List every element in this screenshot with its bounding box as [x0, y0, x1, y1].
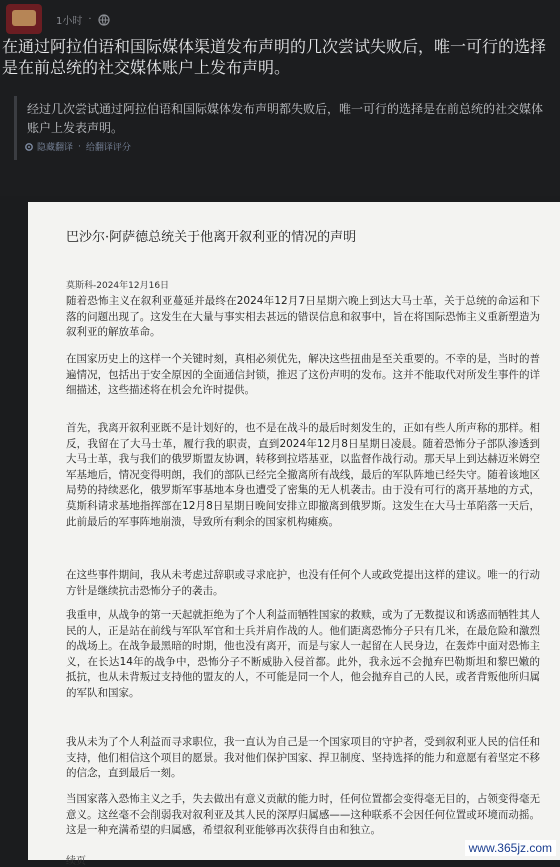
post-meta: [56, 12, 110, 27]
meta-separator: ·: [88, 14, 92, 25]
statement-image: [28, 202, 560, 867]
rate-translation-link[interactable]: 给翻译评分: [85, 143, 131, 153]
post-header: [0, 0, 560, 196]
post-time: 1小时: [56, 16, 83, 27]
hide-translation-link[interactable]: 隐藏翻译: [37, 143, 74, 153]
site-watermark: www.365jz.com: [465, 840, 556, 856]
action-separator: ·: [78, 141, 81, 152]
document-title: 巴沙尔·阿萨德总统关于他离开叙利亚的情况的声明: [66, 230, 357, 245]
settings-icon: [24, 142, 34, 152]
document-paragraph: 当国家落入恐怖主义之手，失去做出有意义贡献的能力时，任何位置都会变得毫无目的，占领变得毫无意义。这丝毫不会削弱我对叙利亚及其人民的深厚归属感——这种联系不会因任何位置或环境而动摇。这是一种充满希望的归属感，希望叙利亚能够再次获得自由和独立。: [66, 793, 540, 837]
document-paragraph: 在这些事件期间，我从未考虑过辞职或寻求庇护，也没有任何个人或政党提出这样的建议。唯一的行动方针是继续抗击恐怖分子的袭击。: [66, 569, 540, 597]
document-paragraph: 我重申，从战争的第一天起就拒绝为了个人利益而牺牲国家的救赎，或为了无数提议和诱惑而牺牲其人民的人，正是站在前线与军队军官和士兵并肩作战的人。他们距离恐怖分子只有几米，在最危险和激烈的战场上。在战争最黑暗的时期，他也没有离开，而是与家人一起留在人民身边，在轰炸中面对恐怖主义，在长达14年的战争中，恐怖分子不断威胁入侵首都。此外，我永远不会抛弃巴勒斯坦和黎巴嫩的抵抗，也从未背叛过支持他的盟友的人，不可能是同一个人，他会抛弃自己的人民，或者背叛他所归属的军队和国家。: [66, 609, 540, 699]
document-paragraph: 首先，我离开叙利亚既不是计划好的，也不是在战斗的最后时刻发生的，正如有些人所声称的那样。相反，我留在了大马士革，履行我的职责，直到2024年12月8日星期日凌晨。随着恐怖分子部队渗透到大马士革，我与我们的俄罗斯盟友协调，转移到拉塔基亚，以监督作战行动。那天早上到达赫迈米姆空军基地后，情况变得明朗，我们的部队已经完全撤离所有战线，最后的军队阵地已经失守。随着该地区局势的持续恶化，俄罗斯军事基地本身也遭受了密集的无人机袭击。由于没有可行的离开基地的方式，莫斯科请求基地指挥部在12月8日星期日晚间安排立即撤离到俄罗斯。这发生在大马士革陷落一天后，此前最后的军事阵地崩溃，导致所有剩余的国家机构瘫痪。: [66, 422, 540, 528]
document-date: 莫斯科-2024年12月16日: [66, 281, 170, 291]
document-paragraph: 我从未为了个人利益而寻求职位，我一直认为自己是一个国家项目的守护者，受到叙利亚人民的信任和支持，他们相信这个项目的愿景。我对他们保护国家、捍卫制度、坚持选择的能力和意愿有着坚定不移的信念，直到最后一刻。: [66, 736, 540, 780]
document-paragraph: 随着恐怖主义在叙利亚蔓延并最终在2024年12月7日星期六晚上到达大马士革，关于总统的命运和下落的问题出现了。这发生在大量与事实相去甚远的错误信息和叙事中，旨在将国际恐怖主义重新塑造为叙利亚的解放革命。: [66, 295, 540, 339]
globe-icon: [98, 14, 110, 26]
post-text: 在通过阿拉伯语和国际媒体渠道发布声明的几次尝试失败后，唯一可行的选择是在前总统的社交媒体账户上发布声明。: [2, 37, 547, 77]
translation-actions: [24, 140, 131, 153]
translation-text: 经过几次尝试通过阿拉伯语和国际媒体发布声明都失败后，唯一可行的选择是在前总统的社交媒体账户上发表声明。: [27, 102, 544, 135]
document-continue: 续页: [66, 856, 86, 867]
document-paragraph: 在国家历史上的这样一个关键时刻，真相必须优先，解决这些扭曲是至关重要的。不幸的是，当时的普遍情况，包括出于安全原因的全面通信封锁，推迟了这份声明的发布。这并不能取代对所发生事件的详细描述，这些描述将在机会允许时提供。: [66, 353, 540, 397]
avatar[interactable]: [6, 4, 42, 34]
